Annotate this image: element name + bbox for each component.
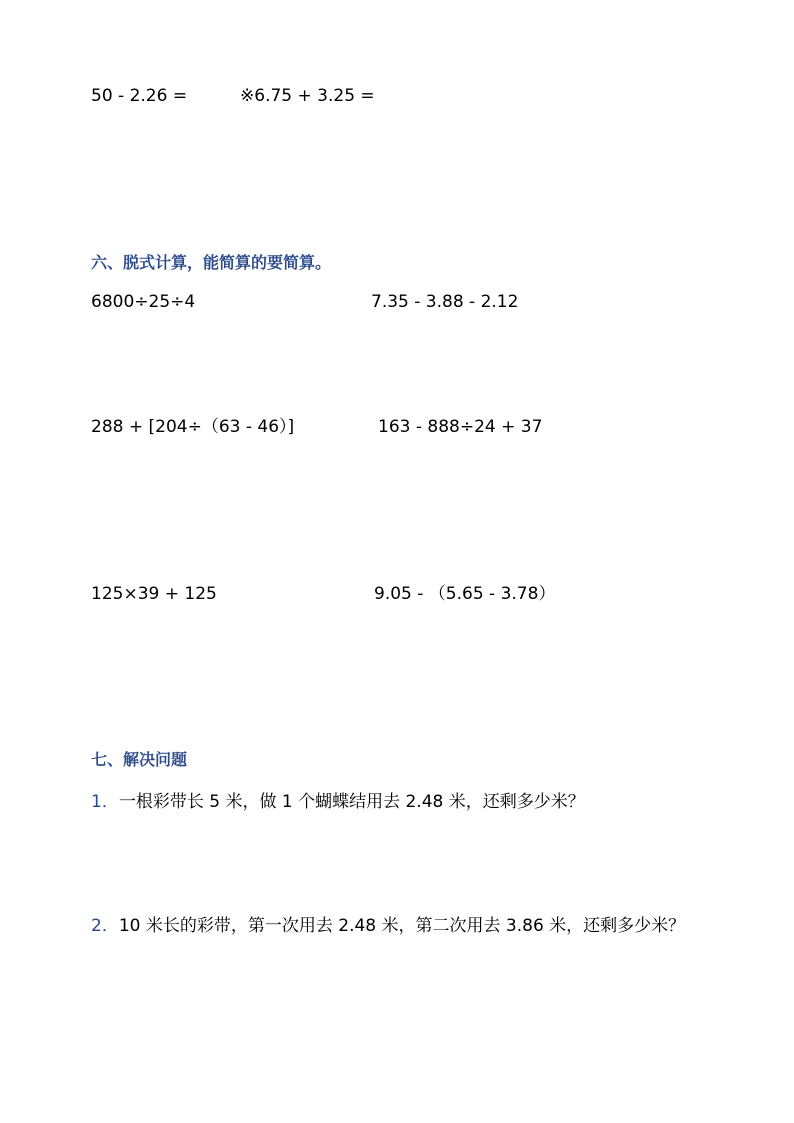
- reference-mark-icon: ※: [240, 86, 255, 106]
- expression-3-2: 9.05 - （5.65 - 3.78）: [374, 584, 556, 604]
- word-problem-1-text: 一根彩带长 5 米，做 1 个蝴蝶结用去 2.48 米，还剩多少米？: [118, 792, 585, 812]
- calc-problem-1: 50 - 2.26 =: [91, 86, 188, 106]
- calc-problem-2-text: 6.75 + 3.25 =: [254, 86, 375, 106]
- section-six-heading: 六、脱式计算，能简算的要简算。: [91, 253, 332, 272]
- word-problem-1-number: 1．: [91, 792, 119, 812]
- expression-1-1: 6800÷25÷4: [91, 292, 196, 312]
- calc-problem-2: [240, 86, 375, 106]
- word-problem-1: [91, 792, 585, 812]
- expression-2-2: 163 - 888÷24 + 37: [378, 417, 543, 437]
- word-problem-2-number: 2．: [91, 916, 119, 936]
- expression-1-2: 7.35 - 3.88 - 2.12: [371, 292, 519, 312]
- word-problem-2-text: 10 米长的彩带，第一次用去 2.48 米，第二次用去 3.86 米，还剩多少米？: [118, 916, 686, 936]
- expression-2-1: 288 + [204÷（63 - 46）]: [91, 417, 295, 437]
- expression-3-1: 125×39 + 125: [91, 584, 217, 604]
- section-seven-heading: 七、解决问题: [91, 750, 188, 769]
- word-problem-2: [91, 916, 685, 936]
